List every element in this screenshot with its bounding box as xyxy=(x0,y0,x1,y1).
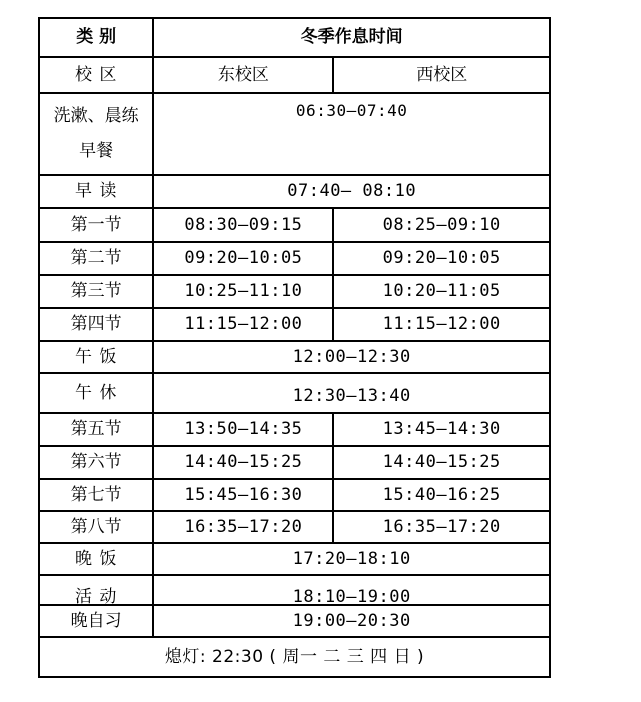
row-category: 活 动 xyxy=(39,575,153,605)
row-time-east: 11:15—12:00 xyxy=(153,308,333,341)
row-category: 第五节 xyxy=(39,413,153,446)
row-time-west: 13:45—14:30 xyxy=(333,413,550,446)
table-row xyxy=(39,446,550,479)
row-time-merged: 12:00—12:30 xyxy=(153,341,550,373)
row-time-west: 08:25—09:10 xyxy=(333,208,550,242)
row-category-line1: 洗漱、晨练 xyxy=(53,106,139,127)
table-header-row xyxy=(39,18,550,57)
table-row xyxy=(39,175,550,208)
row-category: 第八节 xyxy=(39,511,153,543)
row-time-east: 16:35—17:20 xyxy=(153,511,333,543)
table-row xyxy=(39,308,550,341)
row-category: 第七节 xyxy=(39,479,153,511)
row-time-merged: 12:30—13:40 xyxy=(153,373,550,413)
row-category: 第三节 xyxy=(39,275,153,308)
east-campus-header: 东校区 xyxy=(153,57,333,93)
table-row xyxy=(39,511,550,543)
lights-out-note: 熄灯: 22:30 ( 周一 二 三 四 日 ) xyxy=(39,637,550,677)
table-row xyxy=(39,605,550,637)
row-time-west: 09:20—10:05 xyxy=(333,242,550,275)
table-row xyxy=(39,479,550,511)
row-time-east: 14:40—15:25 xyxy=(153,446,333,479)
row-time-west: 15:40—16:25 xyxy=(333,479,550,511)
table-row xyxy=(39,341,550,373)
row-time-merged: 19:00—20:30 xyxy=(153,605,550,637)
table-row xyxy=(39,93,550,175)
table-row xyxy=(39,543,550,575)
row-time-west: 10:20—11:05 xyxy=(333,275,550,308)
west-campus-header: 西校区 xyxy=(333,57,550,93)
campus-row xyxy=(39,57,550,93)
row-category: 午 休 xyxy=(39,373,153,413)
row-category xyxy=(39,93,153,175)
row-category: 第二节 xyxy=(39,242,153,275)
category-header: 类 别 xyxy=(39,18,153,57)
row-category-line2: 早餐 xyxy=(79,141,114,161)
table-row xyxy=(39,575,550,605)
table-row xyxy=(39,373,550,413)
row-time-text: 06:30—07:40 xyxy=(295,101,408,120)
table-row xyxy=(39,208,550,242)
row-time-merged: 18:10—19:00 xyxy=(153,575,550,605)
row-category: 晚自习 xyxy=(39,605,153,637)
table-row xyxy=(39,413,550,446)
row-time-merged: 07:40— 08:10 xyxy=(153,175,550,208)
table-row xyxy=(39,275,550,308)
winter-schedule-table xyxy=(38,17,551,678)
table-row xyxy=(39,242,550,275)
row-category: 第四节 xyxy=(39,308,153,341)
row-time-merged xyxy=(153,93,550,175)
campus-label: 校 区 xyxy=(39,57,153,93)
schedule-title: 冬季作息时间 xyxy=(153,18,550,57)
row-time-east: 10:25—11:10 xyxy=(153,275,333,308)
row-time-east: 13:50—14:35 xyxy=(153,413,333,446)
row-category: 早 读 xyxy=(39,175,153,208)
row-time-east: 15:45—16:30 xyxy=(153,479,333,511)
row-time-merged: 17:20—18:10 xyxy=(153,543,550,575)
row-category: 第一节 xyxy=(39,208,153,242)
row-category: 午 饭 xyxy=(39,341,153,373)
row-time-west: 16:35—17:20 xyxy=(333,511,550,543)
row-time-east: 09:20—10:05 xyxy=(153,242,333,275)
row-time-west: 11:15—12:00 xyxy=(333,308,550,341)
row-time-east: 08:30—09:15 xyxy=(153,208,333,242)
footer-row xyxy=(39,637,550,677)
row-category: 晚 饭 xyxy=(39,543,153,575)
row-category: 第六节 xyxy=(39,446,153,479)
row-time-west: 14:40—15:25 xyxy=(333,446,550,479)
